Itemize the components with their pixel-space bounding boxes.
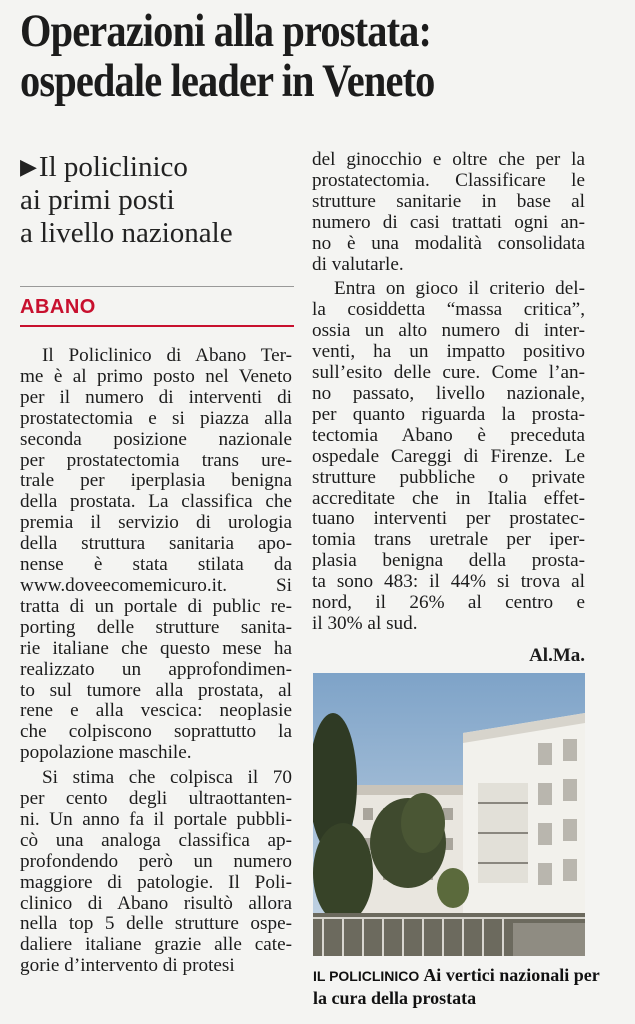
text-line: tectomia Abano è preceduta — [312, 424, 585, 446]
subhead-line-1: Il policlinico — [38, 151, 188, 183]
text-line: della struttura sanitaria apo- — [20, 533, 292, 555]
text-line: di valutarle. — [312, 253, 404, 275]
text-line: realizzato un approfondimen- — [20, 658, 292, 680]
text-line: me è al primo posto nel Veneto — [20, 365, 292, 387]
text-line: to sul tumore alla prostata, al — [20, 679, 292, 701]
caption-text: Ai vertici nazionali per la cura della prostata — [313, 965, 600, 1008]
text-line: popolazione maschile. — [20, 742, 192, 764]
text-line: tratta di un portale di public re- — [20, 595, 292, 617]
headline — [20, 6, 536, 106]
location-kicker: ABANO — [20, 296, 96, 318]
text-line: seconda posizione nazionale — [20, 428, 292, 450]
text-line: strutture pubbliche o private — [312, 466, 585, 488]
text-line: nord, il 26% al centro e — [312, 592, 585, 614]
text-line: www.doveecomemicuro.it. Si — [20, 574, 292, 596]
text-line: no è una modalità consolidata — [312, 232, 585, 254]
text-line: per il numero di interventi di — [20, 386, 292, 408]
headline-line-2: ospedale leader in Veneto — [20, 55, 435, 107]
text-line: strutture sanitarie in base al — [312, 190, 585, 212]
photo-caption — [313, 964, 603, 1009]
text-line: numero di casi trattati ogni an- — [312, 211, 585, 233]
text-line: cò una analoga classifica ap- — [20, 829, 292, 851]
text-line: sull’esito delle cure. Come l’an- — [312, 362, 585, 384]
text-line: porting delle strutture sanita- — [20, 616, 292, 638]
text-line: tomia trans uretrale per iper- — [312, 529, 585, 551]
text-line: venti, ha un impatto positivo — [312, 341, 585, 363]
paragraph — [312, 150, 585, 275]
text-line: per prostatectomia trans ure- — [20, 449, 292, 471]
author-byline: Al.Ma. — [529, 645, 585, 666]
text-line: trale per iperplasia benigna — [20, 470, 292, 492]
text-line: per quanto riguarda la prosta- — [312, 403, 585, 425]
text-line: Il Policlinico di Abano Ter- — [42, 345, 292, 366]
text-line: rene e alla vescica: neoplasie — [20, 700, 292, 722]
subhead-line-2: ai primi posti — [20, 184, 175, 216]
caption-label: IL POLICLINICO — [313, 968, 420, 984]
text-line: rie italiane che questo mese ha — [20, 637, 292, 659]
text-line: della prostata. La classifica che — [20, 491, 292, 513]
subhead-line-3: a livello nazionale — [20, 217, 233, 249]
text-line: per cento degli ultraottanten- — [20, 788, 292, 810]
text-line: la cosiddetta “massa critica”, — [312, 299, 585, 321]
text-line: ossia un alto numero di inter- — [312, 320, 585, 342]
section-divider — [20, 286, 294, 287]
triangle-bullet-icon: ▶ — [20, 154, 37, 179]
text-line: daliere italiane grazie alle cate- — [20, 934, 292, 956]
text-line: maggiore di patologie. Il Poli- — [20, 871, 292, 893]
text-line: gorie d’intervento di protesi — [20, 955, 235, 977]
text-line: nense è stata stilata da — [20, 554, 292, 576]
text-line: prostatectomia e si piazza alla — [20, 407, 292, 429]
text-line: profondendo però un numero — [20, 850, 292, 872]
text-line: accreditate che in Italia effet- — [312, 487, 585, 509]
text-line: no passato, livello nazionale, — [312, 382, 585, 404]
text-line: prostatectomia. Classificare le — [312, 169, 585, 191]
text-line: clinico di Abano risultò allora — [20, 892, 292, 914]
text-line: ospedale Careggi di Firenze. Le — [312, 445, 585, 467]
article-column-2 — [312, 150, 585, 635]
paragraph — [312, 279, 585, 634]
text-line: premia il servizio di urologia — [20, 512, 292, 534]
paragraph — [20, 768, 292, 977]
text-line: ni. Un anno fa il portale pubbli- — [20, 808, 292, 830]
text-line: del ginocchio e oltre che per la — [312, 149, 585, 170]
paragraph — [20, 346, 292, 764]
text-line: il 30% al sud. — [312, 612, 418, 634]
text-line: nella top 5 delle strutture ospe- — [20, 913, 292, 935]
text-line: ta sono 483: il 44% si trova al — [312, 571, 585, 593]
kicker-underline — [20, 325, 294, 327]
subheadline — [20, 150, 300, 250]
article-column-1 — [20, 346, 292, 977]
text-line: plasia benigna della prosta- — [312, 550, 585, 572]
text-line: tuano interventi per prostatec- — [312, 508, 585, 530]
text-line: che colpiscono soprattutto la — [20, 721, 292, 743]
headline-line-1: Operazioni alla prostata: — [20, 5, 432, 57]
text-line: Si stima che colpisca il 70 — [42, 767, 292, 789]
hospital-photo — [313, 673, 585, 956]
text-line: Entra on gioco il criterio del- — [334, 278, 585, 300]
